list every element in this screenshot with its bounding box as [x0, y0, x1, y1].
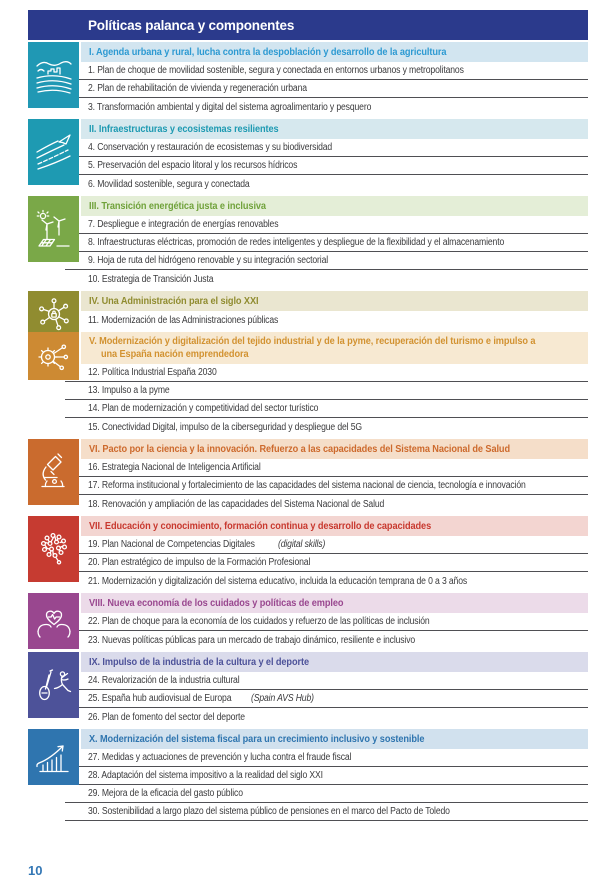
section-band [81, 119, 588, 139]
rural-urban-landscape-icon [28, 42, 79, 108]
component-item: 26. Plan de fomento del sector del deporte [65, 708, 588, 726]
page-number: 10 [28, 863, 43, 878]
industry-gears-icon [28, 332, 79, 380]
component-item: 27. Medidas y actuaciones de prevención y lucha contra el fraude fiscal [65, 749, 588, 767]
hands-heart-care-icon [28, 593, 79, 649]
section-band [81, 291, 588, 311]
component-item: 16. Estrategia Nacional de Inteligencia Artificial [65, 459, 588, 477]
section-band [81, 729, 588, 749]
component-item: 6. Movilidad sostenible, segura y conectada [65, 175, 588, 193]
component-list [65, 672, 588, 726]
palanca-section-10 [28, 729, 588, 821]
component-item: 1. Plan de choque de movilidad sostenible, segura y conectada en entornos urbanos y metropolitanos [65, 62, 588, 80]
palanca-section-7 [28, 516, 588, 590]
component-item: 18. Renovación y ampliación de las capacidades del Sistema Nacional de Salud [65, 495, 588, 513]
section-title: VI. Pacto por la ciencia y la innovación. Refuerzo a las capacidades del Sistema Nacional de Salud [89, 443, 510, 455]
section-title: III. Transición energética justa e inclusiva [89, 200, 266, 212]
component-item: 29. Mejora de la eficacia del gasto público [65, 785, 588, 803]
transport-infrastructure-icon [28, 119, 79, 185]
section-band [81, 196, 588, 216]
section-band [81, 593, 588, 613]
component-item: 17. Reforma institucional y fortalecimiento de las capacidades del sistema nacional de ciencia, tecnología e innovación [65, 477, 588, 495]
component-list [65, 536, 588, 590]
brain-network-icon [28, 516, 79, 582]
component-item: 7. Despliegue e integración de energías renovables [65, 216, 588, 234]
section-title: I. Agenda urbana y rural, lucha contra la despoblación y desarrollo de la agricultura [89, 46, 447, 58]
section-band [81, 42, 588, 62]
component-item: 28. Adaptación del sistema impositivo a la realidad del siglo XXI [65, 767, 588, 785]
section-band [81, 516, 588, 536]
component-item: 23. Nuevas políticas públicas para un mercado de trabajo dinámico, resiliente e inclusivo [65, 631, 588, 649]
cello-dancer-icon [28, 652, 79, 718]
palanca-section-3 [28, 196, 588, 288]
growth-chart-icon [28, 729, 79, 785]
palanca-section-8 [28, 593, 588, 649]
component-item: 9. Hoja de ruta del hidrógeno renovable y su integración sectorial [65, 252, 588, 270]
section-title: VIII. Nueva economía de los cuidados y políticas de empleo [89, 597, 344, 609]
component-item: 24. Revalorización de la industria cultural [65, 672, 588, 690]
section-title: X. Modernización del sistema fiscal para un crecimiento inclusivo y sostenible [89, 733, 425, 745]
palanca-section-1 [28, 42, 588, 116]
component-list [65, 311, 588, 329]
component-list [65, 216, 588, 288]
palanca-section-2 [28, 119, 588, 193]
component-item: 21. Modernización y digitalización del sistema educativo, incluida la educación temprana de 0 a 3 años [65, 572, 588, 590]
palanca-section-6 [28, 439, 588, 513]
component-item: 22. Plan de choque para la economía de los cuidados y refuerzo de las políticas de inclusión [65, 613, 588, 631]
component-item: 11. Modernización de las Administraciones públicas [65, 311, 588, 329]
component-item: 30. Sostenibilidad a largo plazo del sistema público de pensiones en el marco del Pacto de Toledo [65, 803, 588, 821]
component-list [65, 139, 588, 193]
component-item: 13. Impulso a la pyme [65, 382, 588, 400]
section-title: V. Modernización y digitalización del tejido industrial y de la pyme, recuperación del turismo e impulso a una España nación emprendedora [89, 336, 536, 360]
section-title: IX. Impulso de la industria de la cultura y el deporte [89, 656, 309, 668]
table-title-bar [28, 10, 588, 40]
renewable-energy-icon [28, 196, 79, 262]
component-item: 10. Estrategia de Transición Justa [65, 270, 588, 288]
component-item: 8. Infraestructuras eléctricas, promoción de redes inteligentes y despliegue de la flexibilidad y el almacenamiento [65, 234, 588, 252]
component-list [65, 749, 588, 821]
component-list [65, 613, 588, 649]
section-title: VII. Educación y conocimiento, formación continua y desarrollo de capacidades [89, 520, 432, 532]
component-item: 20. Plan estratégico de impulso de la Formación Profesional [65, 554, 588, 572]
component-item: 15. Conectividad Digital, impulso de la ciberseguridad y despliegue del 5G [65, 418, 588, 436]
component-item: 2. Plan de rehabilitación de vivienda y regeneración urbana [65, 80, 588, 98]
component-item: 14. Plan de modernización y competitividad del sector turístico [65, 400, 588, 418]
component-item: 3. Transformación ambiental y digital del sistema agroalimentario y pesquero [65, 98, 588, 116]
section-title: II. Infraestructuras y ecosistemas resilientes [89, 123, 279, 135]
palanca-section-4 [28, 291, 588, 329]
component-list [65, 364, 588, 436]
microscope-icon [28, 439, 79, 505]
section-title: IV. Una Administración para el siglo XXI [89, 295, 259, 307]
section-band [81, 332, 588, 364]
component-list [65, 62, 588, 116]
component-item: 12. Política Industrial España 2030 [65, 364, 588, 382]
policies-table [28, 10, 588, 824]
component-item: 25. España hub audiovisual de Europa (Spain AVS Hub) [65, 690, 588, 708]
component-list [65, 459, 588, 513]
palanca-section-5 [28, 332, 588, 436]
component-item: 4. Conservación y restauración de ecosistemas y su biodiversidad [65, 139, 588, 157]
component-item: 19. Plan Nacional de Competencias Digitales (digital skills) [65, 536, 588, 554]
page-title: Políticas palanca y componentes [88, 17, 295, 33]
palanca-section-9 [28, 652, 588, 726]
component-item: 5. Preservación del espacio litoral y los recursos hídricos [65, 157, 588, 175]
section-band [81, 439, 588, 459]
section-band [81, 652, 588, 672]
